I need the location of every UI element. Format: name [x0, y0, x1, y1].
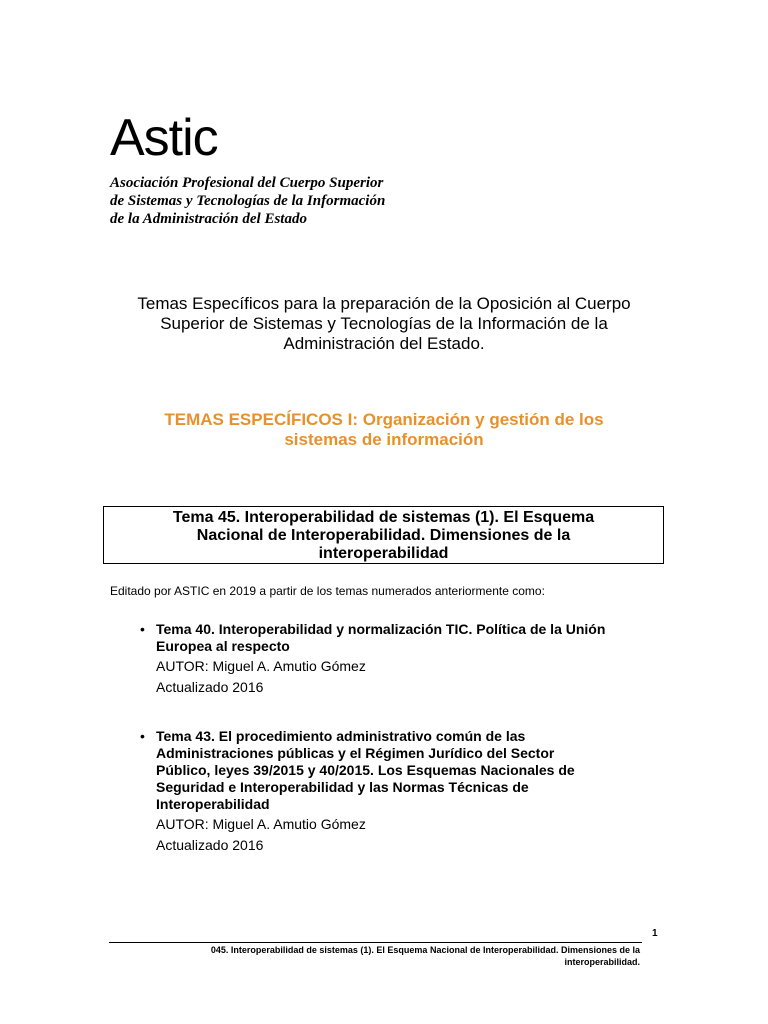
topic-title: [156, 728, 670, 813]
edited-note: Editado por ASTIC en 2019 a partir de los temas numerados anteriormente como:: [110, 584, 545, 598]
topic-title-line: Tema 43. El procedimiento administrativo común de las: [156, 728, 526, 744]
topic-meta: [156, 656, 670, 698]
association-name: [110, 174, 385, 228]
section-title-line: sistemas de información: [284, 430, 484, 449]
topic-title-line: Interoperabilidad: [156, 796, 270, 812]
previous-topics-list: [140, 621, 670, 856]
association-line: Asociación Profesional del Cuerpo Superior: [110, 175, 384, 191]
footer-line: 045. Interoperabilidad de sistemas (1). El Esquema Nacional de Interoperabilidad. Dimensiones de la: [210, 945, 640, 955]
footer-divider: [109, 942, 642, 943]
list-item: [140, 728, 670, 856]
association-line: de Sistemas y Tecnologías de la Información: [110, 193, 386, 209]
topic-title-line: Público, leyes 39/2015 y 40/2015. Los Esquemas Nacionales de: [156, 762, 575, 778]
topic-title-line: Tema 40. Interoperabilidad y normalización TIC. Política de la Unión: [156, 621, 606, 637]
association-line: de la Administración del Estado: [110, 211, 307, 227]
bullet-icon: •: [140, 621, 145, 637]
page-number: 1: [652, 928, 658, 939]
intro-line: Administración del Estado.: [283, 334, 485, 353]
tema-title-line: Tema 45. Interoperabilidad de sistemas (1). El Esquema: [172, 509, 595, 526]
tema-title-line: interoperabilidad: [318, 545, 449, 562]
section-title: [100, 410, 668, 450]
topic-title-line: Seguridad e Interoperabilidad y las Normas Técnicas de: [156, 779, 529, 795]
topic-title-line: Administraciones públicas y el Régimen Jurídico del Sector: [156, 745, 555, 761]
topic-title-line: Europea al respecto: [156, 638, 290, 654]
intro-line: Superior de Sistemas y Tecnologías de la Información de la: [160, 314, 608, 333]
document-intro: [100, 294, 668, 354]
tema-title-line: Nacional de Interoperabilidad. Dimensiones de la: [196, 527, 571, 544]
topic-updated: Actualizado 2016: [156, 837, 264, 853]
topic-title: [156, 621, 670, 655]
footer-running-title: [140, 944, 640, 968]
topic-updated: Actualizado 2016: [156, 679, 264, 695]
tema-title-box: [103, 506, 664, 564]
topic-author: AUTOR: Miguel A. Amutio Gómez: [156, 816, 366, 832]
astic-logo: Astic: [110, 109, 218, 167]
section-title-line: TEMAS ESPECÍFICOS I: Organización y gestión de los: [164, 410, 604, 429]
footer-line: interoperabilidad.: [564, 957, 640, 967]
bullet-icon: •: [140, 728, 145, 744]
topic-meta: [156, 814, 670, 856]
intro-line: Temas Específicos para la preparación de la Oposición al Cuerpo: [137, 294, 631, 313]
list-item: [140, 621, 670, 698]
topic-author: AUTOR: Miguel A. Amutio Gómez: [156, 658, 366, 674]
